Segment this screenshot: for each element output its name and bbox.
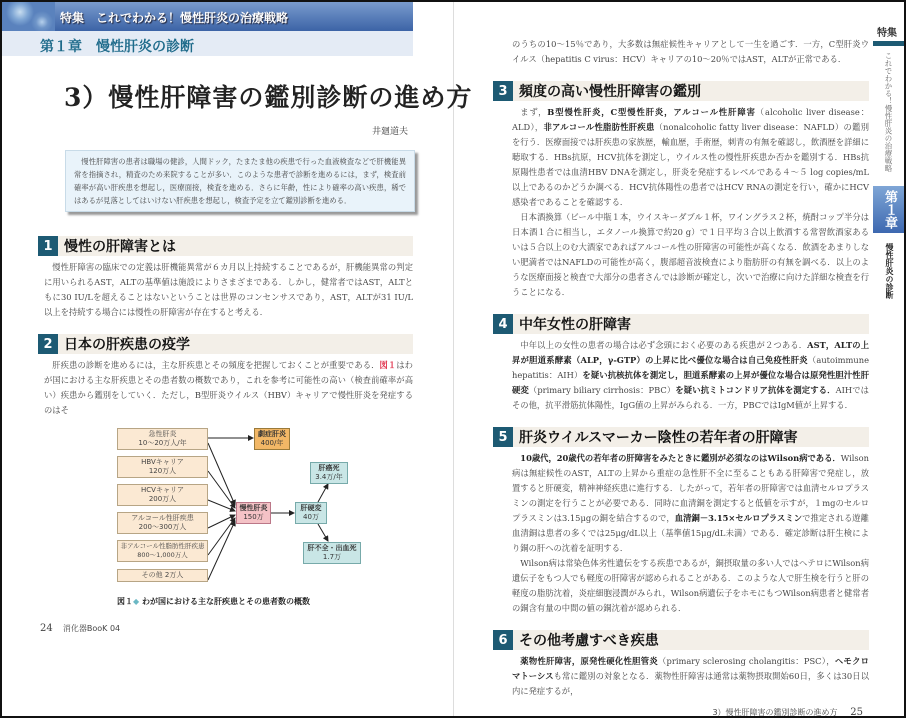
box-count: 800～1,000万人 [137, 551, 188, 559]
section-title: その他考慮すべき疾患 [519, 633, 659, 649]
box-label: HCVキャリア [141, 486, 184, 494]
section-title: 日本の肝疾患の疫学 [64, 337, 190, 353]
diagram-box-hbv-carrier [117, 456, 208, 478]
caption-label: 図１ [117, 597, 133, 606]
box-count: 150万 [243, 513, 264, 521]
section-heading-4 [493, 314, 869, 334]
series-header [0, 0, 413, 31]
bold-text: AST，ALTの上昇が胆道系酵素（ALP，γ-GTP）の上昇に比べ優位な場合は自己免疫性肝炎 [512, 340, 869, 365]
running-title: 3）慢性肝障害の鑑別診断の進め方 [712, 708, 838, 717]
paragraph: Wilson病は常染色体劣性遺伝をする疾患であるが，銅摂取量の多い人ではヘテロにWilson病遺伝子をもつ人でも軽度の肝障害が認められることがある．このような人で肝生検を行うと肝の軽度の脂肪沈着，炎症細胞浸潤がみられ，Wilson病遺伝子をホモにもつWilson病患者と健常者の銅含有量の中間の値の銅沈着が認められる． [512, 558, 869, 613]
box-count: 1.7万 [322, 553, 342, 561]
section-3-body [512, 105, 869, 300]
box-count: 200万人 [148, 495, 177, 503]
box-label: 肝不全・出血死 [307, 544, 357, 552]
section-title: 肝炎ウイルスマーカー陰性の若年者の肝障害 [519, 430, 798, 446]
section-number: 1 [38, 236, 58, 256]
article-title: 3）慢性肝障害の鑑別診断の進め方 [64, 83, 473, 112]
diagram-box-liver-cancer-death [310, 462, 348, 484]
diagram-box-ald [117, 512, 208, 534]
diagram-box-acute-hepatitis [117, 428, 208, 450]
box-count: 40万 [303, 513, 319, 521]
footer-left [38, 615, 413, 634]
box-label: その他 2万人 [141, 571, 184, 579]
page-number: 24 [40, 623, 53, 634]
section-heading-2 [38, 334, 413, 354]
text: （autoimmune hepatitis：AIH） [512, 355, 869, 380]
paragraph [44, 358, 413, 418]
chapter-header [0, 31, 413, 56]
side-tab [873, 20, 906, 299]
text: AIHではその他，抗平滑筋抗体陽性，IgG値の上昇がみられる．一方，PBCではIgM値が上昇する． [512, 385, 869, 410]
section-title: 慢性の肝障害とは [64, 239, 176, 255]
box-count: 120万人 [148, 467, 177, 475]
section-6-body [512, 654, 869, 699]
figure-caption [117, 596, 413, 607]
text: （nonalcoholic fatty liver disease：NAFLD）の鑑別を行う．医療面接では肝疾患の家族歴，輸血歴，手術歴，刺青の有無を確認し，飲酒歴を詳細に聴取する．HBs抗原，HCV抗体を測定し，ウイルス性の慢性肝疾患か否かを鑑別する．HBs抗原陽性患者では血清HBV DNAを測定し，肝炎を発症するレベルである４～５ log copies/mL以上であるのかどうか調べる．HCV抗体陽性の患者ではHCV RNAの測定を行い，確かにHCV感染者であることを確認する． [512, 122, 869, 207]
figure-arrows [38, 428, 413, 592]
left-page-column [38, 150, 413, 634]
box-label: 肝硬変 [300, 504, 322, 512]
side-chapter-badge: 第１章 [873, 186, 906, 233]
box-label: 非アルコール性脂肪性肝疾患 [120, 542, 205, 550]
section-4-body [512, 338, 869, 413]
figure-link[interactable]: 図１ [379, 360, 397, 370]
section-2-continued [512, 37, 869, 67]
diamond-icon: ◆ [133, 597, 140, 606]
bold-text: 非アルコール性脂肪性肝疾患 [543, 122, 655, 132]
text: も常に鑑別の対象となる．薬物性肝障害は通常は薬物摂取開始60日，多くは30日以内に発症するが， [512, 671, 869, 696]
section-title: 頻度の高い慢性肝障害の鑑別 [519, 84, 701, 100]
text: まず， [520, 107, 548, 117]
series-title: 特集 これでわかる！慢性肝炎の治療戦略 [60, 11, 289, 25]
figure-1 [38, 428, 413, 592]
paragraph: 日本酒換算（ビール中瓶１本，ウイスキーダブル１杯，ワイングラス２杯，焼酎コップ半分は日本酒１合に相当し，エタノール換算で約20 g）で１日平均３合以上飲酒する常習飲酒家あるいは５合以上のむ大酒家であればアルコール性の肝障害の可能性が高くなる．飲酒をあまりしない肥満者ではNAFLDの可能性が高く，腹部超音波検査により脂肪肝の有無を調べる．以上のような医療面接と検査で大部分の患者さんでは診断が確定し，次いで治療に向けた詳細な検査を行うことになる． [512, 212, 869, 297]
bold-text: 10歳代，20歳代の若年者の肝障害をみたときに鑑別が必須なのはWilson病である． [520, 453, 841, 463]
side-series-title: これでわかる！慢性肝炎の治療戦略 [884, 52, 893, 172]
box-label: 劇症肝炎 [258, 430, 286, 438]
diagram-box-cirrhosis [295, 502, 327, 524]
diagram-box-fulminant [254, 428, 290, 450]
box-count: 400/年 [260, 439, 284, 447]
text: （primary biliary cirrhosis：PBC） [528, 385, 676, 395]
text: 中年以上の女性の患者の場合は必ず念頭におく必要のある疾患が２つある． [520, 340, 808, 350]
box-count: 3.4万/年 [315, 473, 343, 481]
section-number: 2 [38, 334, 58, 354]
bold-text: 薬物性肝障害，原発性硬化性胆管炎 [520, 656, 658, 666]
diagram-box-hcv-carrier [117, 484, 208, 506]
diagram-box-chronic-hepatitis [236, 502, 271, 524]
section-number: 6 [493, 630, 513, 650]
text: 肝疾患の診断を進めるには，主な肝疾患とその頻度を把握しておくことが重要である． [52, 360, 380, 370]
section-heading-1 [38, 236, 413, 256]
text: Wilson病は無症候性のAST，ALTの上昇から重症の急性肝不全に至ることもある肝障害で発症し，放置すると肝硬変，精神神経疾患に進行する．したがって，若年者の肝障害では血清セルロプラスミンの測定を行うことが必要である．同時に血清銅を測定すると低値を示すが，１mgのセルロプラスミンは3.15μgの銅を結合するので， [512, 453, 869, 523]
bold-text: を疑い抗ミトコンドリア抗体を測定する． [675, 385, 836, 395]
footer-right [493, 699, 869, 718]
section-5-body [512, 451, 869, 616]
right-page-column [493, 37, 869, 718]
section-2-body [44, 358, 413, 418]
abstract-box: 慢性肝障害の患者は職場の健診，人間ドック，たまたま他の疾患で行った血液検査などで肝機能異常を指摘され，精査のため来院することが多い．このような患者で診断を進めるには，まず，検査前確率が高い肝疾患を想起し，医療面接，検査を進める．さらに年齢，性により確率の高い疾患，稀ではあるが見落としてはいけない肝疾患を想起し，検査予定を立て鑑別診断を進める． [65, 150, 415, 212]
section-1-body [44, 260, 413, 320]
bubble-decoration [0, 0, 55, 31]
section-heading-3 [493, 81, 869, 101]
diagram-box-liver-failure-death [303, 542, 361, 564]
paragraph: のうちの10～15％であり，大多数は無症候性キャリアとして一生を過ごす．一方，C型肝炎ウイルス（hepatitis C virus：HCV）キャリアの10～20％ではAST，ALTが正常である． [512, 39, 869, 64]
side-series-label: 特集 [877, 28, 897, 39]
paragraph: 慢性肝障害の臨床での定義は肝機能異常が６カ月以上持続することであるが，肝機能異常の判定に用いられるAST，ALTの基準値は施設によりさまざまである．しかし，健常者ではAST，ALTともに30 IU/Lを超えることはないということは世界のコンセンサスであり，AST，ALTが31 IU/L以上を持続する場合には慢性の肝障害が存在すると考える． [44, 262, 413, 317]
text: で推定される遊離血清銅は患者の多くでは25μg/dL以上（基準値15μg/dL未満）である．確定診断は肝生検により銅の肝への沈着を証明する． [512, 513, 869, 553]
box-label: HBVキャリア [141, 458, 184, 466]
author: 井廻道夫 [372, 127, 409, 137]
text: はわが国における主な肝疾患とその患者数の概数であり，これを参考に可能性の高い（検査前確率が高い）疾患から鑑別をしていく．ただし，B型肝炎ウイルス（HBV）キャリアで慢性肝炎を発症するのはそ [44, 360, 413, 415]
caption-text: わが国における主な肝疾患とその患者数の概数 [141, 597, 310, 606]
paragraph [512, 451, 869, 556]
text: （alcoholic liver disease：ALD）， [512, 107, 869, 132]
bold-text: 血清銅－3.15×セルロプラスミン [674, 513, 803, 523]
text: （primary sclerosing cholangitis：PSC）， [657, 656, 835, 666]
section-number: 3 [493, 81, 513, 101]
box-label: 慢性肝炎 [239, 504, 268, 512]
bold-text: を疑い抗核抗体を測定し，胆道系酵素の上昇が優位な場合は原発性胆汁性肝硬変 [512, 370, 869, 395]
paragraph [512, 338, 869, 413]
page-number: 25 [850, 707, 863, 718]
section-title: 中年女性の肝障害 [519, 317, 631, 333]
box-label: 肝癌死 [318, 464, 340, 472]
box-count: 200～300万人 [138, 523, 187, 531]
diagram-box-other [117, 569, 208, 582]
paragraph [512, 654, 869, 699]
side-chapter-title: 慢性肝炎の診断 [885, 243, 894, 299]
book-title: 消化器BooK 04 [62, 624, 121, 633]
section-heading-5 [493, 427, 869, 447]
bold-text: B型慢性肝炎，C型慢性肝炎，アルコール性肝障害 [547, 107, 756, 117]
bold-text: ヘモクロマトーシス [512, 656, 869, 681]
side-divider [873, 41, 906, 46]
section-number: 5 [493, 427, 513, 447]
diagram-box-nafld [117, 540, 208, 562]
section-heading-6 [493, 630, 869, 650]
paragraph [512, 105, 869, 210]
chapter-title: 第１章 慢性肝炎の診断 [40, 39, 194, 55]
box-label: アルコール性肝疾患 [131, 514, 194, 522]
box-count: 10～20万人/年 [138, 439, 187, 447]
section-number: 4 [493, 314, 513, 334]
box-label: 急性肝炎 [148, 430, 177, 438]
